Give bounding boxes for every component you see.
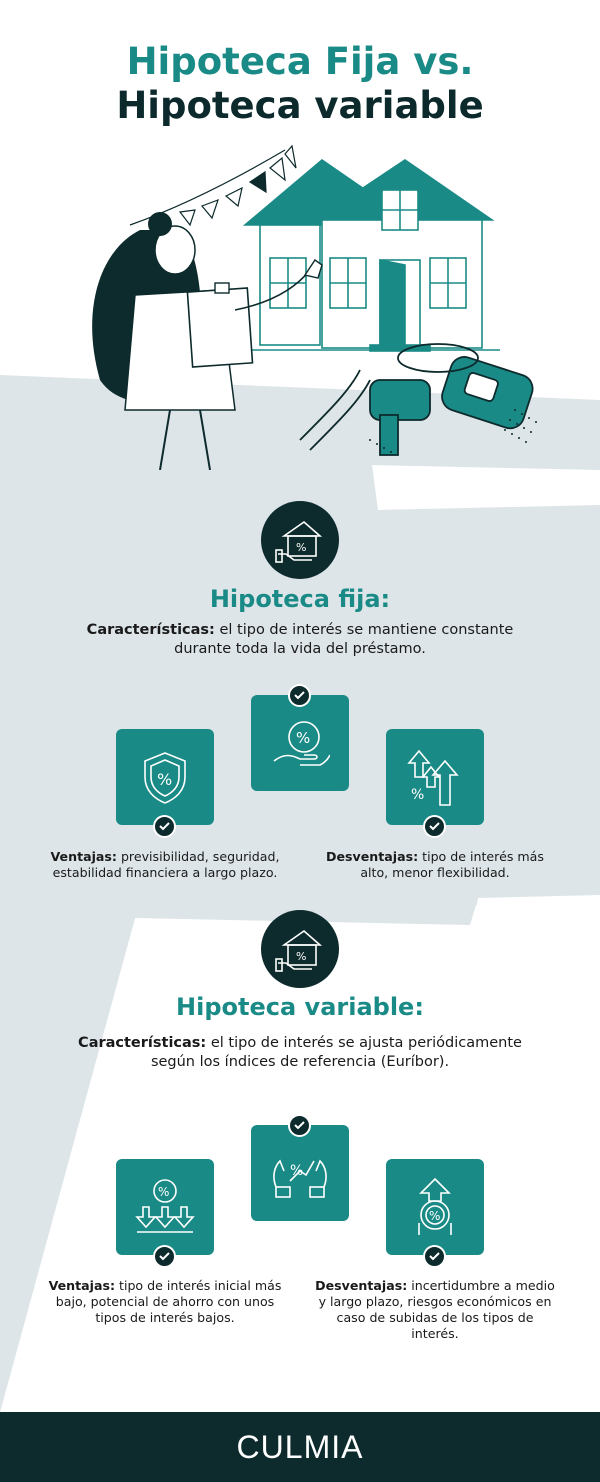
characteristics-label: Características: [78, 1035, 207, 1051]
percent-arrows-down-icon [135, 1177, 195, 1237]
variable-advantages [45, 1278, 285, 1326]
variable-card-center-check [288, 1114, 311, 1137]
house-percent-hand-icon [274, 514, 326, 566]
svg-text:%: % [429, 1209, 441, 1223]
fixed-mortgage-characteristics [60, 621, 540, 659]
disadvantages-text: incertidumbre a medio y largo plazo, riesgos económicos en caso de subidas de los tipos de interés. [318, 1278, 555, 1341]
shield-percent-icon [135, 747, 195, 807]
svg-text:%: % [296, 541, 307, 554]
fixed-card-right [386, 729, 484, 825]
advantages-label: Ventajas: [48, 1278, 115, 1293]
fixed-disadvantages [320, 849, 550, 881]
characteristics-text: el tipo de interés se ajusta periódicamente según los índices de referencia (Euríbor). [150, 1035, 522, 1070]
fixed-card-right-check [423, 815, 446, 838]
page-title-line2: Hipoteca variable [116, 84, 484, 127]
svg-text:%: % [296, 950, 307, 963]
variable-mortgage-section-icon [261, 910, 339, 988]
svg-text:%: % [411, 787, 425, 803]
house-percent-hand-icon [274, 923, 326, 975]
keys-icon [300, 344, 536, 455]
variable-card-left [116, 1159, 214, 1255]
fixed-card-left [116, 729, 214, 825]
fixed-mortgage-title: Hipoteca fija: [209, 585, 391, 613]
disadvantages-text: tipo de interés más alto, menor flexibilidad. [360, 849, 544, 880]
hero-illustration [60, 140, 560, 470]
fixed-mortgage-section-icon [261, 501, 339, 579]
footer [0, 1412, 600, 1482]
svg-text:%: % [296, 729, 311, 747]
variable-mortgage-title: Hipoteca variable: [176, 993, 424, 1021]
advantages-text: previsibilidad, seguridad, estabilidad financiera a largo plazo. [52, 849, 280, 880]
variable-card-left-check [153, 1245, 176, 1268]
variable-card-right [386, 1159, 484, 1255]
fixed-advantages [45, 849, 285, 881]
check-icon [429, 1252, 440, 1261]
hands-percent-trend-icon [270, 1143, 330, 1203]
check-icon [429, 822, 440, 831]
advantages-label: Ventajas: [50, 849, 117, 864]
svg-text:%: % [158, 1185, 170, 1199]
check-icon [294, 691, 305, 700]
variable-mortgage-characteristics [60, 1034, 540, 1072]
characteristics-label: Características: [86, 622, 215, 638]
check-icon [159, 822, 170, 831]
fixed-card-center [251, 695, 349, 791]
culmia-logo: CULMIA [236, 1429, 364, 1465]
characteristics-text: el tipo de interés se mantiene constante durante toda la vida del préstamo. [174, 622, 514, 657]
page-title-line1: Hipoteca Fija vs. [126, 40, 474, 83]
arrows-up-percent-icon [405, 747, 465, 807]
fixed-card-left-check [153, 815, 176, 838]
variable-card-center [251, 1125, 349, 1221]
check-icon [294, 1121, 305, 1130]
svg-text:%: % [157, 770, 173, 789]
hand-percent-coin-icon [270, 713, 330, 773]
fixed-card-center-check [288, 684, 311, 707]
variable-card-right-check [423, 1245, 446, 1268]
check-icon [159, 1252, 170, 1261]
variable-disadvantages [315, 1278, 555, 1342]
disadvantages-label: Desventajas: [315, 1278, 408, 1293]
percent-arrow-up-coin-icon [405, 1177, 465, 1237]
disadvantages-label: Desventajas: [326, 849, 419, 864]
advantages-text: tipo de interés inicial más bajo, potencial de ahorro con unos tipos de interés bajos. [55, 1278, 282, 1325]
svg-text:%: % [290, 1163, 304, 1179]
